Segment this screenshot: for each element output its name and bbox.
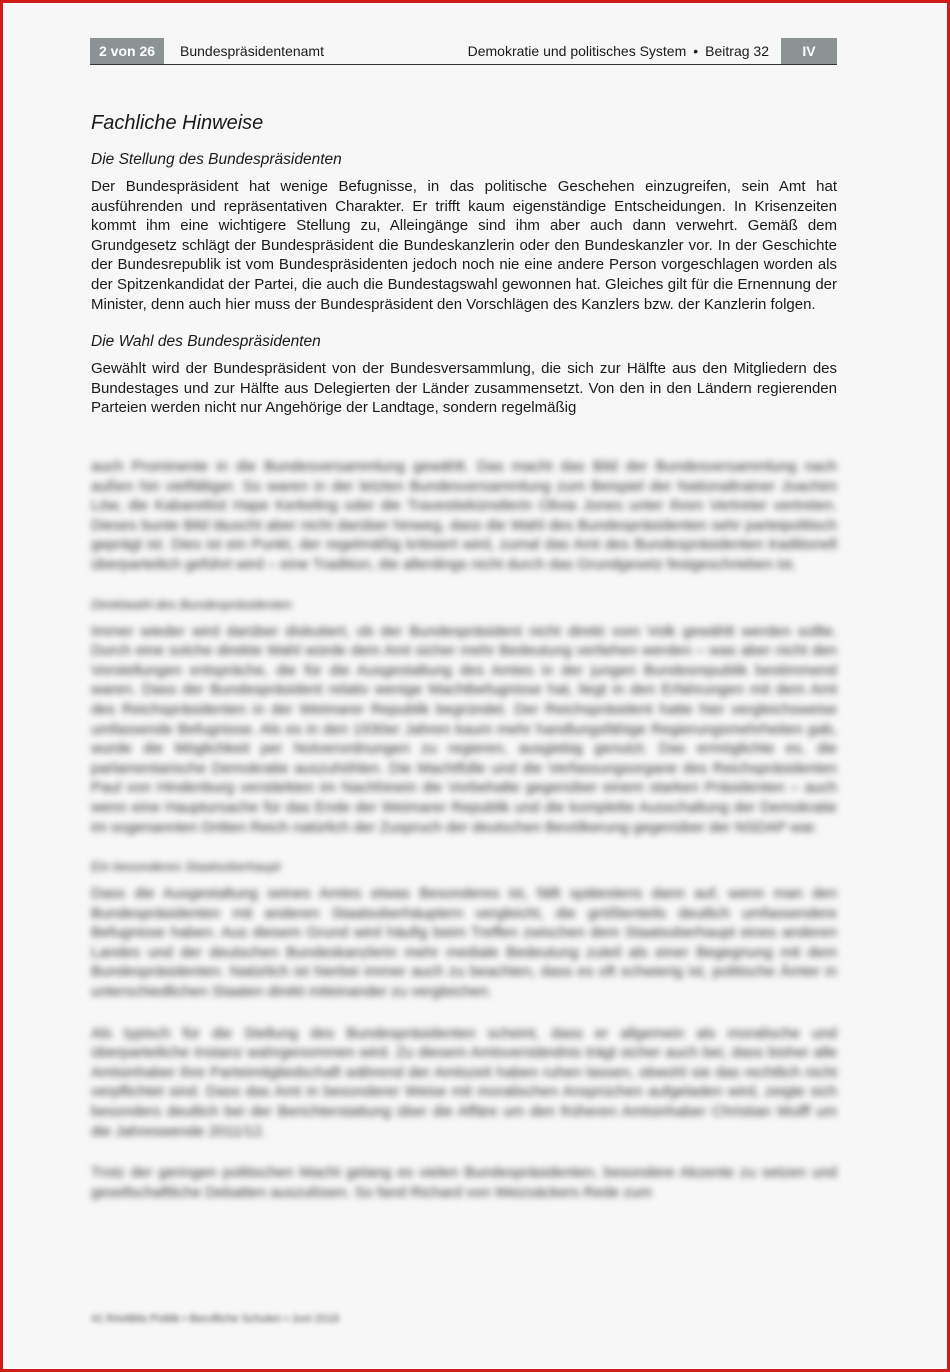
- blurred-paragraph: Trotz der geringen politischen Macht gelang es vielen Bundespräsidenten, besondere Akzente zu setzen und gesellschaftliche Debatten auszulösen. So fand Richard von Weizsäckers Rede zum: [91, 1164, 837, 1201]
- section-badge: IV: [781, 38, 837, 64]
- blurred-paragraph: auch Prominente in die Bundesversammlung gewählt. Das macht das Bild der Bundesversammlung nach außen hin vielfältiger. So waren in der letzten Bundesversammlung zum Beispiel der Nationaltrainer Joachim Löw, die Kabarettist Hape Kerkeling oder die Travestiekünstlerin Olivia Jones unter ihren Vertreter vertreten. Dieses bunte Bild täuscht aber nicht darüber hinweg, dass die Wahl des Bundespräsidenten sehr parteipolitisch geprägt ist. Dies ist ein Punkt, der regelmäßig kritisiert wird, zumal das Amt des Bundespräsidenten traditionell überparteilich geführt wird – eine Tradition, die allerdings nicht durch das Grundgesetz festgeschrieben ist.: [91, 458, 837, 573]
- article-number: Beitrag 32: [705, 43, 769, 59]
- blurred-heading: Direktwahl des Bundespräsidenten: [91, 596, 292, 612]
- series-name: Demokratie und politisches System: [467, 43, 687, 59]
- blurred-section: [91, 1163, 837, 1202]
- section-heading: Die Stellung des Bundespräsidenten: [91, 151, 342, 168]
- main-content: [91, 108, 837, 437]
- page-header: [90, 38, 837, 65]
- section-paragraph: Gewählt wird der Bundespräsident von der Bundesversammlung, die sich zur Hälfte aus den Mitgliedern des Bundestages und zur Hälfte aus Delegierten der Länder zusammensetzt. Von den in den Ländern regierenden Parteien werden nicht nur Angehörige der Landtage, sondern regelmäßig: [91, 360, 837, 417]
- blurred-section: [91, 457, 837, 575]
- blurred-section: [91, 859, 837, 1002]
- page-heading: Fachliche Hinweise: [91, 112, 264, 134]
- section-wahl: [91, 333, 837, 418]
- page-indicator-badge: 2 von 26: [90, 38, 164, 64]
- blurred-paragraph: Immer wieder wird darüber diskutiert, ob der Bundespräsident nicht direkt vom Volk gewählt werden sollte. Durch eine solche direkte Wahl würde dem Amt sicher mehr Bedeutung verliehen werden – was aber nicht den Vorstellungen entspräche, die für die Ausgestaltung des Amtes in der jungen Bundesrepublik bestimmend waren. Dass der Bundespräsident relativ wenige Machtbefugnisse hat, liegt in den Erfahrungen mit dem Amt des Reichspräsidenten in der Weimarer Republik begründet. Der Reichspräsident hatte hier vergleichsweise umfassende Befugnisse. Als es in den 1930er Jahren kaum mehr handlungsfähige Regierungsmehrheiten gab, wurde die Möglichkeit per Notverordnungen zu regieren, ausgiebig genutzt. Das ermöglichte es, die parlamentarische Demokratie auszuhöhlen. Die Machtfülle und die Verfassungsorgane des Reichspräsidenten Paul von Hindenburg verstärkten im Nachhinein die Vorbehalte gegenüber einem starken Präsidenten – auch wenn eine Hauptursache für das Ende der Weimarer Republik und die komplette Ausschaltung der Demokratie im sogenannten Dritten Reich natürlich der Zuspruch der deutschen Bevölkerung gegenüber der NSDAP war.: [91, 622, 837, 836]
- section-heading: Die Wahl des Bundespräsidenten: [91, 333, 321, 351]
- blurred-heading: Ein besonderes Staatsoberhaupt: [91, 859, 281, 875]
- section-paragraph: Der Bundespräsident hat wenige Befugnisse, in das politische Geschehen einzugreifen, sein Amt hat ausführenden und repräsentativen Charakter. Er trifft kaum eigenständige Entscheidungen. In Krisenzeiten kommt ihm eine wichtigere Stellung zu, Alleingänge sind ihm aber auch dann verwehrt. Gemäß dem Grundgesetz schlägt der Bundespräsident die Bundeskanzlerin oder den Bundeskanzler vor. In der Geschichte der Bundesrepublik ist vom Bundespräsidenten jedoch noch nie eine andere Person vorgeschlagen worden als der Spitzenkandidat der Partei, die auch die Bundestagswahl gewonnen hat. Gleiches gilt für die Ernennung der Minister, denn auch hier muss der Bundespräsident den Vorschlägen des Kanzlers bzw. der Kanzlerin folgen.: [91, 178, 837, 313]
- blurred-paragraph: Dass die Ausgestaltung seines Amtes etwas Besonderes ist, fällt spätestens dann auf, wenn man den Bundespräsidenten mit anderen Staatsoberhäuptern vergleicht, die größtenteils deutlich umfassendere Befugnisse haben. Aus diesem Grund wird häufig beim Treffen zwischen dem Staatsoberhaupt eines anderen Landes und der deutschen Bundeskanzlerin mehr mediale Bedeutung zuteil als einer Begegnung mit dem Bundespräsidenten. Natürlich ist hierbei immer auch zu beachten, dass es oft schwierig ist, politische Ämter in unterschiedlichen Staaten direkt miteinander zu vergleichen.: [91, 885, 837, 1001]
- header-title: Bundespräsidentenamt: [180, 43, 324, 59]
- header-separator: •: [693, 43, 699, 59]
- section-stellung: [91, 151, 837, 314]
- header-series: [468, 38, 769, 64]
- page-footer: 41 RAABits Politik • Berufliche Schulen • Juni 2018: [91, 1313, 339, 1325]
- blurred-paragraph: Als typisch für die Stellung des Bundespräsidenten scheint, dass er allgemein als moralische und überparteiliche Instanz wahrgenommen wird. Zu diesem Amtsverständnis trägt sicher auch bei, dass bisher alle Amtsinhaber ihre Parteimitgliedschaft während der Amtszeit haben ruhen lassen, obwohl sie das rechtlich nicht verpflichtet sind. Dass das Amt in besonderer Weise mit moralischen Ansprüchen aufgeladen wird, zeigte sich besonders deutlich bei der Berichterstattung über die Affäre um den früheren Amtsinhaber Christian Wulff um die Jahreswende 2011/12.: [91, 1024, 837, 1140]
- blurred-preview-region: [91, 457, 837, 1224]
- blurred-section: [91, 597, 837, 838]
- blurred-section: [91, 1024, 837, 1142]
